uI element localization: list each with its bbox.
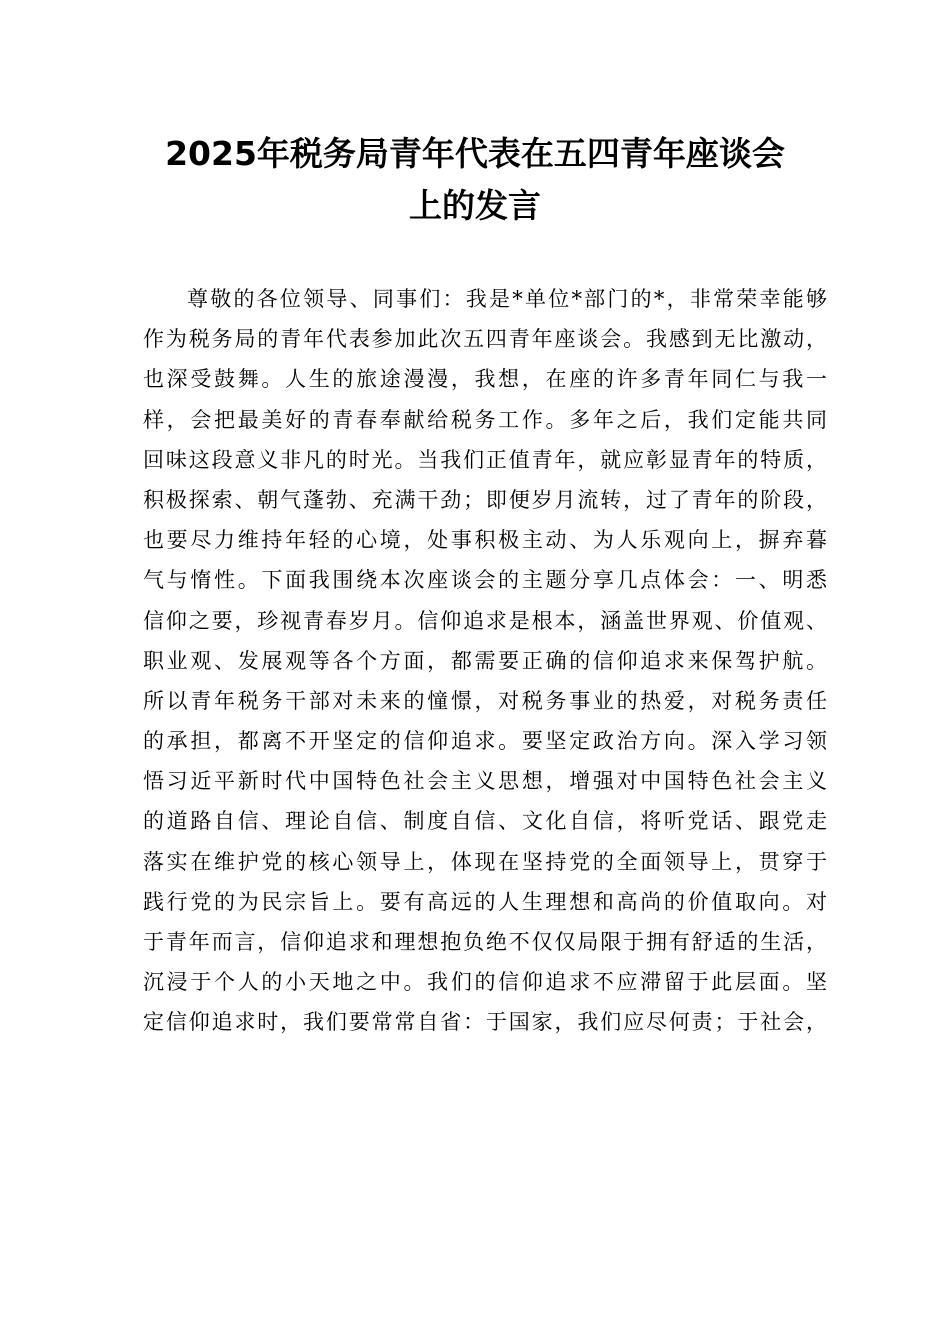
paragraph-line-5: 回味这段意义非凡的时光。当我们正值青年，就应彰显青年的特质，: [143, 447, 827, 472]
paragraph-line-13: 悟习近平新时代中国特色社会主义思想，增强对中国特色社会主义: [143, 769, 827, 794]
paragraph-line-10: 职业观、发展观等各个方面，都需要正确的信仰追求来保驾护航。: [143, 648, 827, 673]
paragraph-line-17: 于青年而言，信仰追求和理想抱负绝不仅仅局限于拥有舒适的生活，: [143, 930, 827, 954]
paragraph-line-4: 样，会把最美好的青春奉献给税务工作。多年之后，我们定能共同: [143, 407, 827, 432]
paragraph-line-15: 落实在维护党的核心领导上，体现在坚持党的全面领导上，贯穿于: [143, 849, 827, 874]
paragraph-line-1: 尊敬的各位领导、同事们：我是*单位*部门的*，非常荣幸能够: [187, 287, 827, 311]
paragraph-line-3: 也深受鼓舞。人生的旅途漫漫，我想，在座的许多青年同仁与我一: [143, 367, 827, 392]
paragraph-line-18: 沉浸于个人的小天地之中。我们的信仰追求不应滞留于此层面。坚: [143, 970, 827, 995]
speech-body: [143, 279, 827, 1043]
paragraph-line-12: 的承担，都离不开坚定的信仰追求。要坚定政治方向。深入学习领: [143, 729, 827, 754]
paragraph-line-19: 定信仰追求时，我们要常常自省：于国家，我们应尽何责；于社会，: [143, 1010, 827, 1035]
paragraph-line-8: 气与惰性。下面我围绕本次座谈会的主题分享几点体会：一、明悉: [143, 568, 827, 593]
paragraph-line-6: 积极探索、朝气蓬勃、充满干劲；即便岁月流转，过了青年的阶段，: [143, 487, 827, 512]
title-line-1: 2025年税务局青年代表在五四青年座谈会: [165, 134, 785, 173]
page-title: [100, 128, 850, 232]
paragraph-line-2: 作为税务局的青年代表参加此次五四青年座谈会。我感到无比激动，: [143, 327, 827, 352]
paragraph-line-7: 也要尽力维持年轻的心境，处事积极主动、为人乐观向上，摒弃暮: [143, 528, 827, 553]
paragraph-line-9: 信仰之要，珍视青春岁月。信仰追求是根本，涵盖世界观、价值观、: [143, 608, 827, 633]
paragraph-line-11: 所以青年税务干部对未来的憧憬，对税务事业的热爱，对税务责任: [143, 688, 827, 713]
paragraph-line-16: 践行党的为民宗旨上。要有高远的人生理想和高尚的价值取向。对: [143, 889, 827, 914]
title-line-2: 上的发言: [409, 186, 541, 225]
paragraph-line-14: 的道路自信、理论自信、制度自信、文化自信，将听党话、跟党走: [143, 809, 827, 834]
